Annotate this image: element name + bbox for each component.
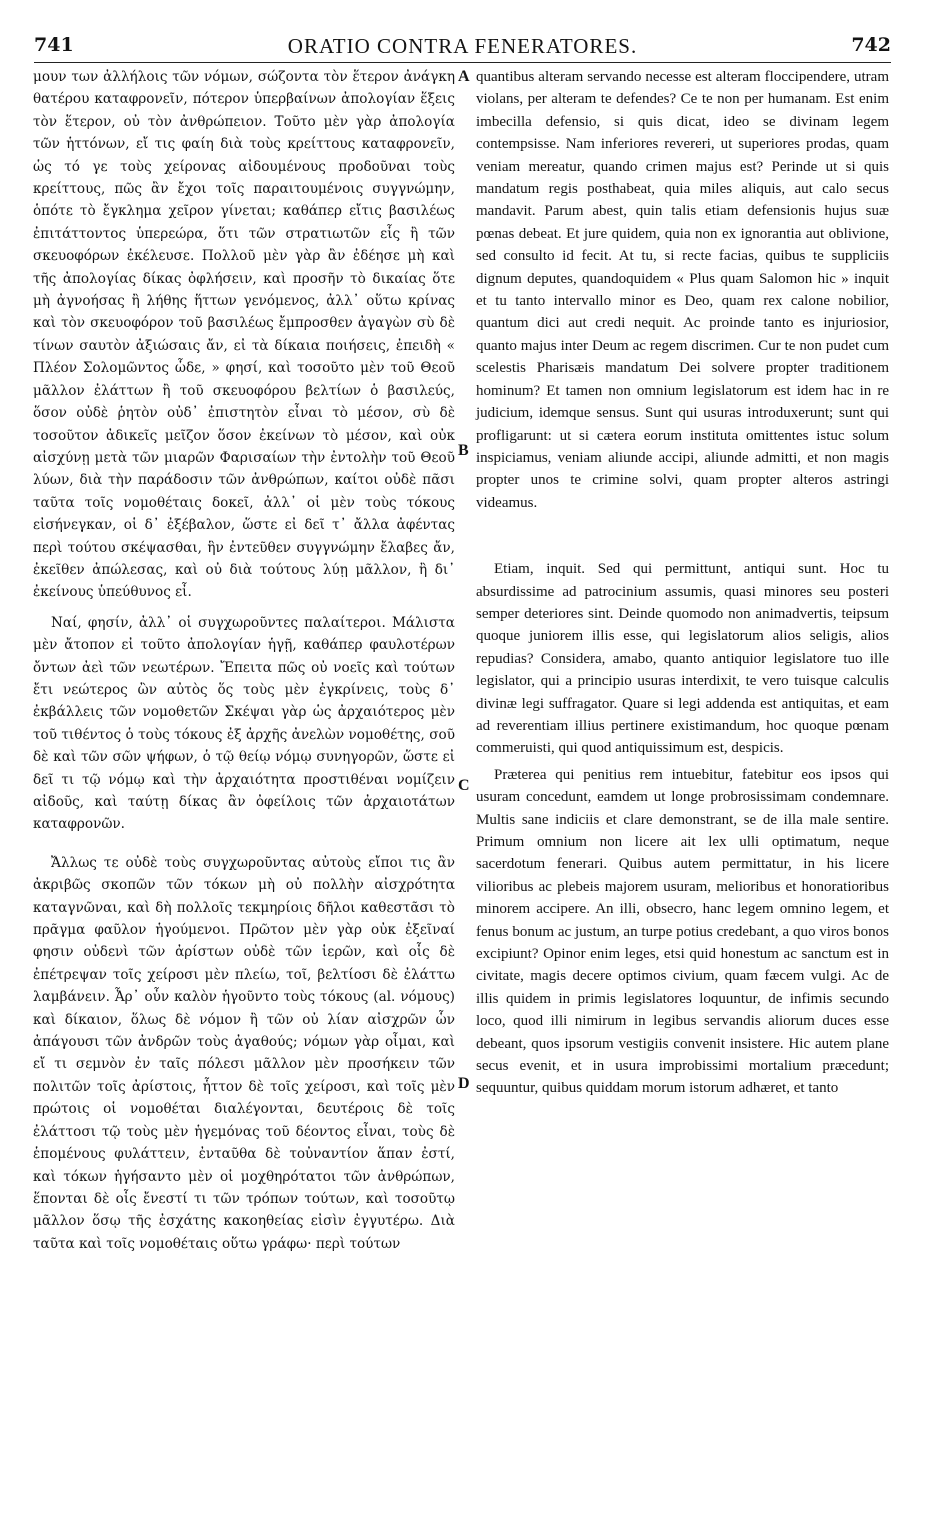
section-marker-d: D bbox=[458, 1075, 470, 1092]
page-number-right: 742 bbox=[851, 34, 891, 56]
latin-paragraph-3: Præterea qui penitius rem intuebitur, fatebitur eos ipsos qui usuram concedunt, eamdem ut longe probrosissimam condemnare. Multis sane indiciis et clare demonstrant, se de illa male sentire. Primum omnium non licere ait lex ulli optimatum, neque sacerdotum fenerari. Quibus autem permittatur, in his licere vilioribus ac plebeis majorem usuram, melioribus et honoratioribus minorem accipere. An illi, obsecro, hanc legem omnino legem, et fenus bonum ac justum, an turpe potius credebant, a quo viros bonos excipiunt? Opinor enim leges, etsi quid honestum ac sanctum est in civitate, magis decere optimos civium, quam fæcem vulgi. Ac de illis quidem in primis legislatores loquuntur, de infimis secundo loco, quod illi nimirum in legibus servandis aliorum duces esse debeant, quos ipsorum vestigiis convenit insistere. Hic autem plane secus evenit, et in usura improbissimi mortalium præcedunt; sequuntur, quibus quiddam morum istorum adhæret, et tanto bbox=[476, 766, 889, 1097]
section-marker-a: A bbox=[458, 68, 470, 85]
section-marker-b: B bbox=[458, 442, 469, 459]
greek-paragraph-3: Ἄλλως τε οὐδὲ τοὺς συγχωροῦντας αὐτοὺς εἴποι τις ἂν ἀκριβῶς σκοπῶν τῶν τόκων μὴ οὐ πολλὴν αἰσχρότητα καταγνῶναι, καὶ δὴ πολλοῖς τεκμηρίοις δῆλοι καθεστᾶσι τὸ πρᾶγμα φαῦλον ἡγούμενοι. Πρῶτον μὲν γὰρ οὐκ ἐξεῖναί φησιν οὐδενὶ τῶν ἀρίστων οὐδὲ τῶν ἱερῶν, καὶ οἷς δὲ ἐπέτρεψαν τοῖς χείροσι μὲν πλείω, τοῖ, βελτίοσι δὲ ἐλάττω λαμβάνειν. Ἆρ᾽ οὖν καλὸν ἡγοῦντο τοὺς τόκους (al. νόμους) καὶ δίκαιον, ὅλως δὲ νόμον ἢ τῶν οὐ λίαν αἰσχρῶν ὧν ἀπάγουσι τῶν ἀνδρῶν τοὺς ἀγαθούς; νόμων γὰρ οἶμαι, καὶ εἴ τι σεμνὸν ἐν ταῖς πόλεσι μᾶλλον μὲν προσήκειν τῶν πολιτῶν τοῖς ἀρίστοις, ἧττον δὲ τοῖς χείροσι, καὶ τοῖς μὲν πρώτοις οἱ νομοθέται διαλέγονται, δευτέροις δὲ τοῖς ἐλάττοσι τῷ τοὺς μὲν ἡγεμόνας τοῦ δέοντος εἶναι, τοὺς δὲ ἑπομένους φυλάττειν, ἐνταῦθα δὲ τοὐναντίον ἅπαν ἐστί, καὶ τόκων ἡγήσαντο μὲν οἱ μοχθηρότατοι τῶν ἀνθρώπων, ἕπονται δὲ οἷς ἔνεστί τι τῶν τρόπων τούτων, καὶ τοσοῦτῳ μᾶλλον ὅσῳ τῆς ἐσχάτης κακοηθείας εἰσὶν ἐγγυτέρω. Διὰ ταῦτα καὶ τοῖς νομοθέταις οὕτω γράφω· περὶ τούτων bbox=[33, 854, 455, 1252]
page-header bbox=[34, 32, 891, 63]
page-number-left: 741 bbox=[34, 34, 74, 56]
greek-paragraph-2: Ναί, φησίν, ἀλλ᾽ οἱ συγχωροῦντες παλαίτεροι. Μάλιστα μὲν ἄτοπον εἰ τοῦτο ἀπολογίαν ἡγῇ, καθάπερ φαυλοτέρων ὄντων ἀεὶ τῶν νεωτέρων. Ἔπειτα πῶς οὐ νοεῖς καὶ τούτων ἔτι νεώτερος ὢν αὐτὸς ὅς τοὺς μὲν ἐγκρίνεις, τοὺς δ᾽ ἐκβάλλεις τῶν νομοθετῶν Σκέψαι γὰρ ὡς ἀρχαιότερος μὲν τοῦ τιθέντος ὁ τοὺς τόκους ἐξ ἀρχῆς ἀνελὼν νομοθέτης, σοῦ δὲ καὶ τῶν σῶν ψήφων, ὁ τῷ θείῳ νόμῳ συνηγορῶν, ὥστε εἰ δεῖ τι τῷ νόμῳ καὶ τὴν ἀρχαιότητα προστιθέναι νομίζειν αἰδοῦς, καὶ ταύτῃ δίκας ἂν ὀφείλοις τῶν ἀρχαιοτάτων καταφρονῶν. bbox=[33, 614, 455, 833]
latin-paragraph-2: Etiam, inquit. Sed qui permittunt, antiqui sunt. Hoc tu absurdissime ad patrocinium assumis, quasi minores seu posteri semper deteriores sint. Deinde quomodo non animadvertis, teipsum quoque juniorem illis esse, qui legislatorum alios seligis, alios repudias? Considera, amabo, quanto antiquior legislatore tuo ille legislator, qui a principio usuras interdixit, te vero tuisque calculis divinæ legi suffragator. Quare si legi addenda est antiquitas, et eam ad reverentiam illius pertinere existimandum, hoc quoque pœnam commeruisti, qui quod antiquissimum est, despicis. bbox=[476, 561, 889, 757]
running-title: ORATIO CONTRA FENERATORES. bbox=[287, 34, 638, 58]
section-marker-c: C bbox=[458, 777, 470, 794]
greek-column bbox=[33, 66, 455, 1255]
latin-paragraph-1: quantibus alteram servando necesse est alteram floccipendere, utram violans, per alteram te defendes? Ce te non per humanam. Est enim imbecilla defensio, si quis dicat, ideo se divinam legem contempsisse. Nam inferiores revereri, ut superiores prodas, quam veniam mereatur, quando crimen majus est? Perinde ut si quis mandatum regis posthabeat, quia miles aliquis, aut calo secus mandavit. Parum abest, quin talis etiam defensionis hujus suæ pœnas debeat. Et jure quidem, quia non ex ignorantia aut oblivione, sed consulto id fecit. At tu, si recte facias, quibus te suppliciis dignum deputes, quandoquidem « Plus quam Salomon hic » inquit et tu tanto intervallo minor es Deo, quam rex calone nobilior, quantum dici aut credi nequit. Ac proinde tanto es injuriosior, quanto majus inter Deum ac regem discrimen. Cur te non pudet cum scelestis Pharisæis mandatum Dei solvere propter traditionem hominum? Et tamen non omnium legislatorum est idem hac in re judicium, idemque sensus. Sunt qui usuras introduxerunt; sunt qui profligarunt: ut si cætera eorum instituta omittentes istuc solum inspiciamus, veniam aliunde accipi, aliunde admitti, et non magis propter unos te crimine solvi, quam propter alteros astringi videamus. bbox=[476, 69, 889, 511]
latin-column bbox=[476, 66, 889, 1100]
greek-paragraph-1: μουν των ἀλλήλοις τῶν νόμων, σώζοντα τὸν ἕτερον ἀνάγκη θατέρου καταφρονεῖν, πότερον ὑπερβαίνων ἀπολογίαν ἕξεις τὸν ἕτερον, οὐ τὸν ἀνθρώπειον. Τοῦτο μὲν γὰρ ἀπολογία τῶν ἡττόνων, εἴ τις φαίη διὰ τοὺς κρείττους καταφρονεῖν, ὡς τό γε τοὺς χείρονας αἰδουμένους προδοῦναι τοὺς κρείττους, πῶς ἂν ἔχοι τοῖς παραιτουμένοις συγγνώμην, ὁπότε τὸ ἔγκλημα χεῖρον γίνεται; καθάπερ εἴτις βασιλέως ἐπιτάττοντος ὑπερεώρα, ὅτι τῶν στρατιωτῶν εἷς ἢ τῶν σκευοφόρων ἐκέλευσε. Πολλοῦ μὲν γὰρ ἂν ἐδέησε μὴ καὶ τῆς ἀπολογίας δίκας ὀφλήσειν, καὶ προσῆν τὸ δικαίας ὅτε μὴ ἀγνοήσας ἢ λήθης ἥττων γενόμενος, ἀλλ᾽ οὕτω κρίνας καὶ τὸν σκευοφόρον τοῦ βασιλέως ἔμπροσθεν ἀγαγὼν σὺ δὲ τίνων σαυτὸν ἀξιώσαις ἄν, εἰ τὰ δίκαια ποιήσεις, ἐπειδὴ « Πλέον Σολομῶντος ὧδε, » φησί, καὶ τοσοῦτο μὲν τοῦ Θεοῦ μᾶλλον ἐλάττων ἢ τοῦ σκευοφόρου βελτίων ὁ βασιλεύς, ὅσον οὐδὲ ῥητὸν οὐδ᾽ ἐπιστητὸν εἶναι τὸ μέσον, σὺ δὲ τοσοῦτον ἀδικεῖς μεῖζον ὅσον ἐκείνων τὸ μέσον, καὶ οὐκ αἰσχύνῃ μετὰ τῶν μιαρῶν Φαρισαίων τὴν ἐντολὴν τοῦ Θεοῦ λύων, διὰ τὴν παράδοσιν τῶν ἀνθρώπων, καίτοι οὐδὲ πᾶσι ταῦτα τοῖς νομοθέταις δοκεῖ, ἀλλ᾽ οἱ μὲν τοὺς τόκους εἰσήνεγκαν, οἱ δ᾽ ἐξέβαλον, ὥστε εἰ δεῖ τ᾽ ἄλλα ἀφέντας περὶ τούτου σκέψασθαι, ἣν ἐντεῦθεν συγγνώμην ἔλαβες ἄν, ἐκεῖθεν ἀπώλεσας, καὶ οὐ διὰ τούτους λύῃ μᾶλλον, ἢ δι᾽ ἐκείνους ὑπεύθυνος εἶ. bbox=[33, 69, 455, 601]
